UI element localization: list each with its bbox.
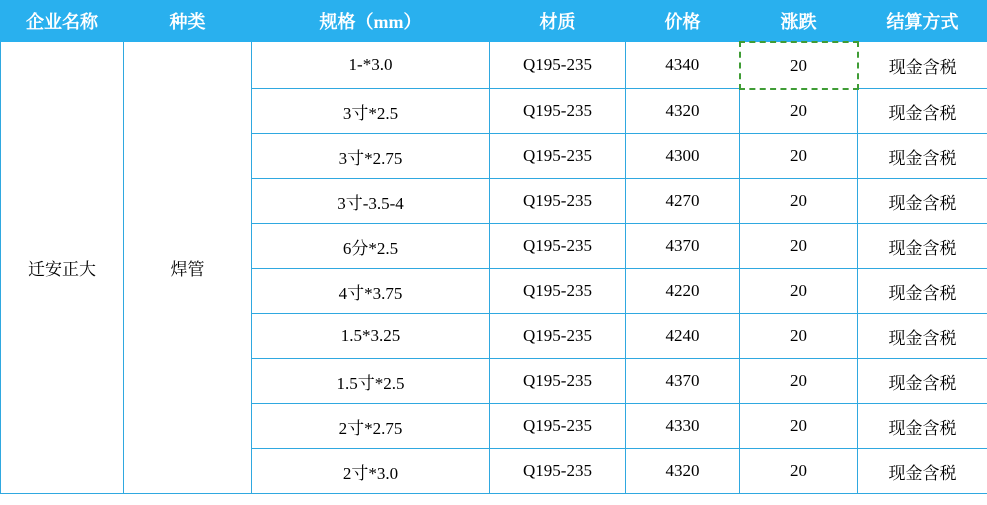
spec-cell: 2寸*3.0	[252, 449, 490, 494]
price-cell: 4240	[626, 314, 740, 359]
material-cell: Q195-235	[490, 134, 626, 179]
price-cell: 4270	[626, 179, 740, 224]
spec-cell: 3寸-3.5-4	[252, 179, 490, 224]
spec-cell: 1-*3.0	[252, 42, 490, 89]
material-cell: Q195-235	[490, 42, 626, 89]
change-cell[interactable]: 20	[740, 404, 858, 449]
change-cell[interactable]: 20	[740, 224, 858, 269]
price-cell: 4300	[626, 134, 740, 179]
change-cell-selected[interactable]	[740, 42, 858, 89]
table-row	[1, 42, 987, 89]
settlement-cell: 现金含税	[858, 314, 987, 359]
settlement-cell: 现金含税	[858, 89, 987, 134]
column-header-company: 企业名称	[1, 1, 124, 42]
settlement-cell: 现金含税	[858, 404, 987, 449]
material-cell: Q195-235	[490, 404, 626, 449]
table-header	[1, 1, 987, 42]
material-cell: Q195-235	[490, 179, 626, 224]
change-value: 20	[790, 55, 807, 75]
material-cell: Q195-235	[490, 449, 626, 494]
column-header-material: 材质	[490, 1, 626, 42]
column-header-change: 涨跌	[740, 1, 858, 42]
settlement-cell: 现金含税	[858, 449, 987, 494]
material-cell: Q195-235	[490, 314, 626, 359]
spec-cell: 3寸*2.75	[252, 134, 490, 179]
spec-cell: 2寸*2.75	[252, 404, 490, 449]
column-header-kind: 种类	[124, 1, 252, 42]
price-cell: 4320	[626, 89, 740, 134]
settlement-cell: 现金含税	[858, 359, 987, 404]
price-cell: 4370	[626, 359, 740, 404]
company-cell: 迁安正大	[1, 42, 124, 494]
settlement-cell: 现金含税	[858, 269, 987, 314]
material-cell: Q195-235	[490, 89, 626, 134]
change-cell[interactable]: 20	[740, 134, 858, 179]
spec-cell: 4寸*3.75	[252, 269, 490, 314]
spec-cell: 1.5*3.25	[252, 314, 490, 359]
material-cell: Q195-235	[490, 359, 626, 404]
table-body	[1, 42, 987, 494]
column-header-settlement: 结算方式	[858, 1, 987, 42]
column-header-price: 价格	[626, 1, 740, 42]
price-cell: 4220	[626, 269, 740, 314]
settlement-cell: 现金含税	[858, 224, 987, 269]
spec-cell: 6分*2.5	[252, 224, 490, 269]
settlement-cell: 现金含税	[858, 134, 987, 179]
change-cell[interactable]: 20	[740, 269, 858, 314]
change-cell[interactable]: 20	[740, 314, 858, 359]
change-cell[interactable]: 20	[740, 89, 858, 134]
price-cell: 4340	[626, 42, 740, 89]
table-header-row	[1, 1, 987, 42]
price-cell: 4320	[626, 449, 740, 494]
material-cell: Q195-235	[490, 269, 626, 314]
change-cell[interactable]: 20	[740, 359, 858, 404]
spec-cell: 3寸*2.5	[252, 89, 490, 134]
kind-cell: 焊管	[124, 42, 252, 494]
settlement-cell: 现金含税	[858, 179, 987, 224]
change-cell[interactable]: 20	[740, 179, 858, 224]
material-cell: Q195-235	[490, 224, 626, 269]
price-cell: 4370	[626, 224, 740, 269]
change-cell[interactable]: 20	[740, 449, 858, 494]
column-header-spec: 规格（mm）	[252, 1, 490, 42]
price-cell: 4330	[626, 404, 740, 449]
settlement-cell: 现金含税	[858, 42, 987, 89]
spec-cell: 1.5寸*2.5	[252, 359, 490, 404]
